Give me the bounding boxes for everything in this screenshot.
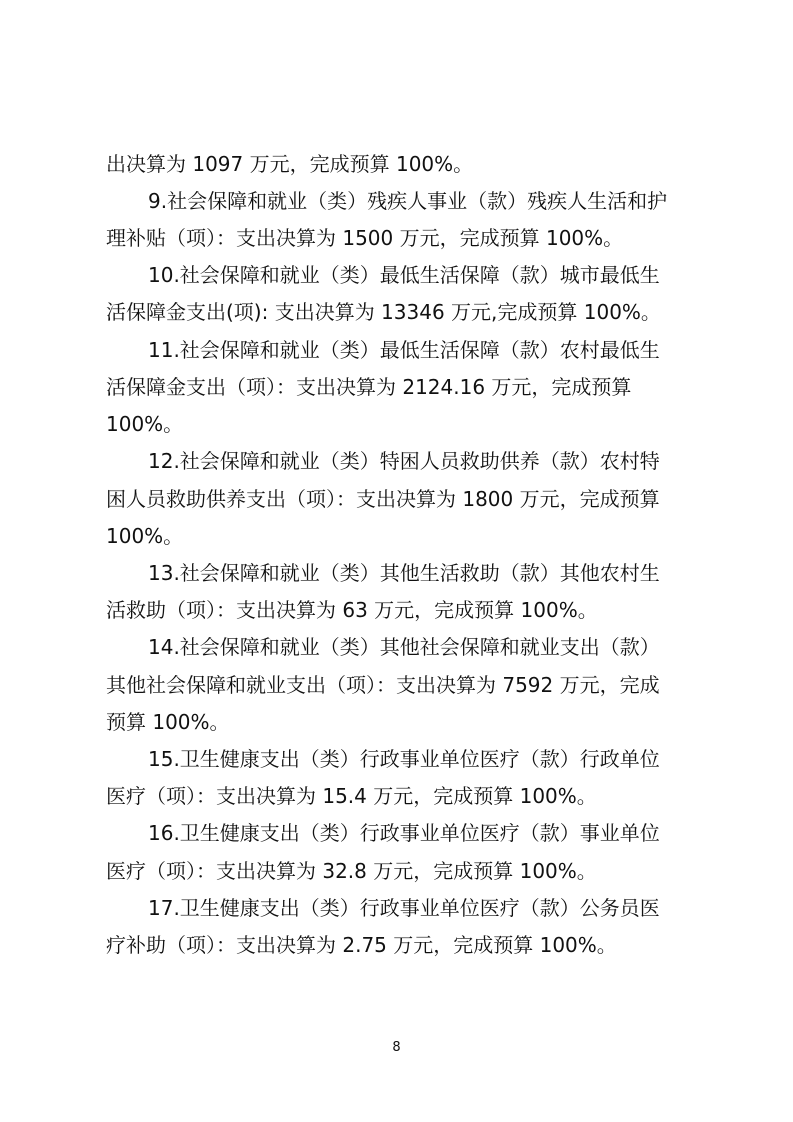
paragraph-line: 11.社会保障和就业（类）最低生活保障（款）农村最低生	[148, 338, 660, 362]
paragraph-line: 活保障金支出（项）：支出决算为 2124.16 万元，完成预算	[106, 375, 632, 399]
paragraph-line: 预算 100%。	[106, 710, 230, 734]
paragraph-line: 理补贴（项）：支出决算为 1500 万元，完成预算 100%。	[106, 226, 624, 250]
paragraph-line: 17.卫生健康支出（类）行政事业单位医疗（款）公务员医	[148, 896, 660, 920]
paragraph-line: 14.社会保障和就业（类）其他社会保障和就业支出（款）	[148, 635, 660, 659]
paragraph-line: 16.卫生健康支出（类）行政事业单位医疗（款）事业单位	[148, 821, 660, 845]
paragraph-line: 10.社会保障和就业（类）最低生活保障（款）城市最低生	[148, 263, 660, 287]
paragraph-line: 100%。	[106, 524, 184, 548]
paragraph-line: 100%。	[106, 412, 184, 436]
paragraph-line: 12.社会保障和就业（类）特困人员救助供养（款）农村特	[148, 449, 660, 473]
paragraph-line: 疗补助（项）：支出决算为 2.75 万元，完成预算 100%。	[106, 933, 617, 957]
paragraph-line: 出决算为 1097 万元，完成预算 100%。	[106, 152, 474, 176]
paragraph-line: 13.社会保障和就业（类）其他生活救助（款）其他农村生	[148, 561, 660, 585]
paragraph-line: 困人员救助供养支出（项）：支出决算为 1800 万元，完成预算	[106, 487, 660, 511]
paragraph-line: 活救助（项）：支出决算为 63 万元，完成预算 100%。	[106, 598, 598, 622]
paragraph-line: 活保障金支出(项): 支出决算为 13346 万元,完成预算 100%。	[106, 300, 661, 324]
paragraph-line: 9.社会保障和就业（类）残疾人事业（款）残疾人生活和护	[148, 189, 668, 213]
paragraph-line: 医疗（项）：支出决算为 32.8 万元，完成预算 100%。	[106, 859, 597, 883]
paragraph-line: 15.卫生健康支出（类）行政事业单位医疗（款）行政单位	[148, 747, 660, 771]
page-number: 8	[392, 1040, 401, 1055]
paragraph-line: 医疗（项）：支出决算为 15.4 万元，完成预算 100%。	[106, 784, 597, 808]
paragraph-line: 其他社会保障和就业支出（项）：支出决算为 7592 万元，完成	[106, 673, 660, 697]
